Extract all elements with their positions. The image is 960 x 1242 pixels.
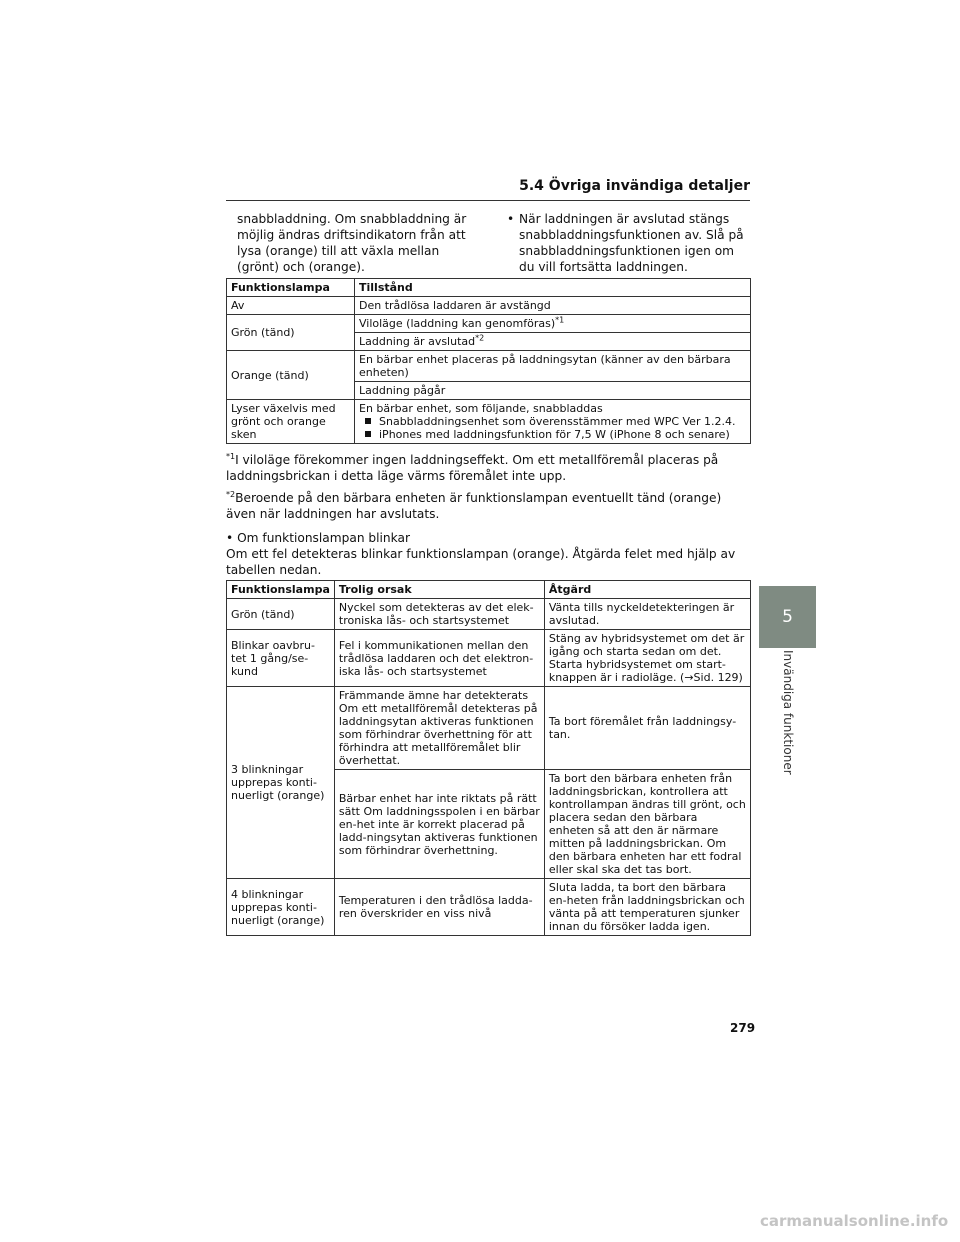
action-cell: Stäng av hybridsystemet om det är igång och starta sedan om det. Starta hybridsystemet om start-knappen är i radioläge. (→Sid. 129) [544,630,750,687]
column-header: Åtgärd [544,581,750,599]
table-row [227,630,751,687]
cause-cell: Fel i kommunikationen mellan den trådlösa laddaren och det elektron-iska lås- och startsystemet [334,630,544,687]
watermark: carmanualsonline.info [760,1212,949,1230]
footnote-text: I viloläge förekommer ingen laddningseffekt. Om ett metallföremål placeras på laddningsbrickan i detta läge värms föremålet inte upp. [226,453,719,483]
state-text: Viloläge (laddning kan genomföras) [359,317,556,330]
lamp-cell: Orange (tänd) [227,351,355,400]
intro-right-paragraph [507,211,751,275]
footnote-text: Beroende på den bärbara enheten är funktionslampan eventuellt tänd (orange) även när laddningen har avslutats. [226,491,722,521]
chapter-tab: 5 [759,586,816,648]
footnote-2 [226,490,751,522]
footnote-mark: *2 [226,489,236,499]
lamp-cell: 4 blinkningar upprepas konti-nuerligt (orange) [227,879,335,936]
cause-cell: Främmande ämne har detekterats Om ett metallföremål detekteras på laddningsytan aktiveras funktionen som förhindrar överhettning för att förhindra att metallföremålet blir överhettat. [334,687,544,770]
table-row [227,351,751,382]
footnote-ref: *2 [475,333,485,343]
action-cell: Ta bort den bärbara enheten från laddningsbrickan, kontrollera att kontrollampan ändras till grönt, och placera sedan den bärbara enheten så att den är närmare mitten på laddningsbrickan. Om den bärbara enheten har ett fodral eller skal ska det tas bort. [544,770,750,879]
table-row [227,687,751,770]
intro-right-bullet: • När laddningen är avslutad stängs snabbladdningsfunktionen av. Slå på snabbladdningsfunktionen igen om du vill fortsätta laddningen. [507,211,751,275]
footnote-ref: *1 [555,315,565,325]
cause-cell: Nyckel som detekteras av det elek-troniska lås- och startsystemet [334,599,544,630]
table-row [227,879,751,936]
state-cell [355,333,751,351]
footnote-mark: *1 [226,451,236,461]
action-cell: Sluta ladda, ta bort den bärbara en-heten från laddningsbrickan och vänta på att temperaturen sjunker innan du försöker ladda igen. [544,879,750,936]
section-title: 5.4 Övriga invändiga detaljer [519,178,750,194]
cause-cell: Temperaturen i den trådlösa ladda-ren överskrider en viss nivå [334,879,544,936]
table-row [227,315,751,333]
state-cell [355,400,751,444]
list-item: Snabbladdningsenhet som överensstämmer med WPC Ver 1.2.4. [359,415,746,428]
table-header-row [227,581,751,599]
cause-cell: Bärbar enhet har inte riktats på rätt sätt Om laddningsspolen i en bärbar en-het inte är korrekt placerad på ladd-ningsytan aktiveras funktionen som förhindrar överhettning. [334,770,544,879]
footnote-1 [226,452,751,484]
column-header: Trolig orsak [334,581,544,599]
lamp-status-table [226,278,751,444]
state-cell [355,315,751,333]
table-row [227,599,751,630]
lamp-cell: Grön (tänd) [227,599,335,630]
chapter-label: Invändiga funktioner [781,650,795,775]
blink-paragraph: Om ett fel detekteras blinkar funktionslampan (orange). Åtgärda felet med hjälp av tabellen nedan. [226,547,736,577]
action-cell: Ta bort föremålet från laddningsy-tan. [544,687,750,770]
lamp-cell: Blinkar oavbru-tet 1 gång/se-kund [227,630,335,687]
lamp-cell: 3 blinkningar upprepas konti-nuerligt (orange) [227,687,335,879]
state-cell: Den trådlösa laddaren är avstängd [355,297,751,315]
table-row [227,400,751,444]
lamp-cell: Lyser växelvis med grönt och orange sken [227,400,355,444]
table-header-row [227,279,751,297]
lamp-cell: Av [227,297,355,315]
state-cell: Laddning pågår [355,382,751,400]
lamp-cell: Grön (tänd) [227,315,355,351]
page-header [226,178,750,201]
column-header: Funktionslampa [227,581,335,599]
state-text: En bärbar enhet, som följande, snabbladdas [359,402,603,415]
table-row [227,297,751,315]
column-header: Tillstånd [355,279,751,297]
list-item: iPhones med laddningsfunktion för 7,5 W (iPhone 8 och senare) [359,428,746,441]
state-cell: En bärbar enhet placeras på laddningsytan (känner av den bärbara enheten) [355,351,751,382]
chapter-label-container [759,650,816,790]
square-bullet-icon [365,418,371,424]
blink-bullet: • Om funktionslampan blinkar [226,531,410,545]
square-bullet-icon [365,431,371,437]
column-header: Funktionslampa [227,279,355,297]
blink-troubleshooting-table [226,580,751,936]
intro-left-paragraph: snabbladdning. Om snabbladdning är möjlig ändras driftsindikatorn från att lysa (orange) till att växla mellan (grönt) och (orange). [237,212,467,274]
state-text: Laddning är avslutad [359,335,476,348]
page-number: 279 [730,1021,756,1035]
action-cell: Vänta tills nyckeldetekteringen är avslutad. [544,599,750,630]
